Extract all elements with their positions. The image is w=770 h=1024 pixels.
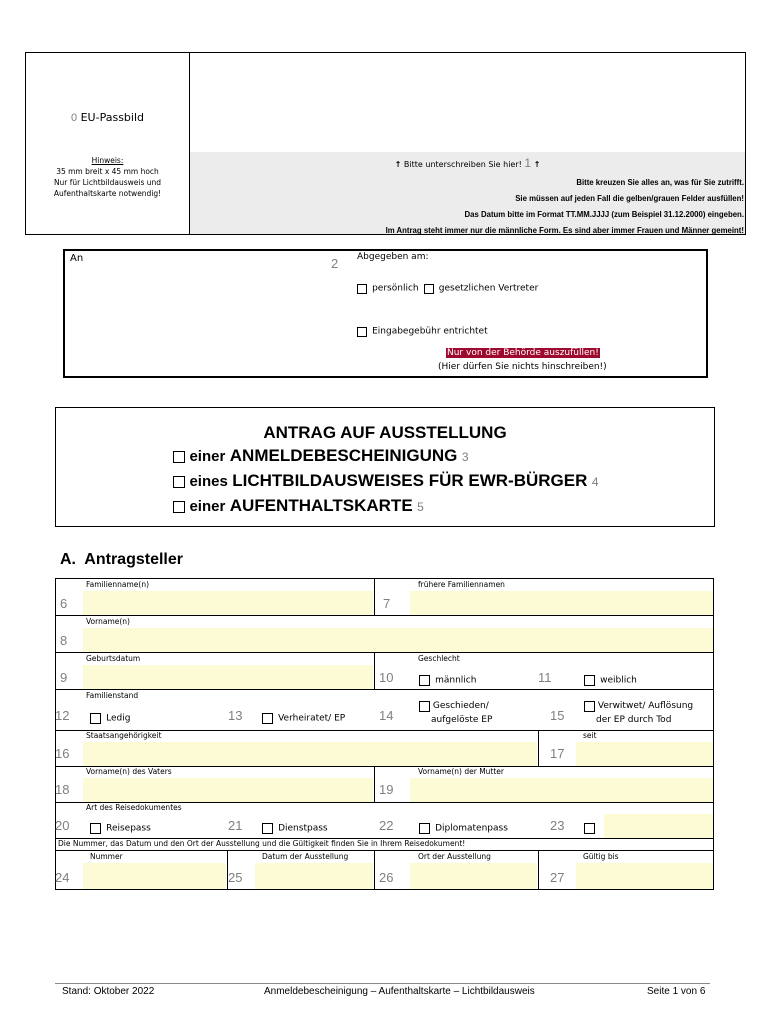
vorname-label: Vorname(n)	[86, 617, 130, 626]
document-hint: Die Nummer, das Datum und den Ort der Ausstellung und die Gültigkeit finden Sie in Ihrem Reisedokument!	[58, 839, 466, 848]
authority-box	[63, 249, 708, 378]
option-prefix: einer	[189, 498, 226, 515]
reisedokument-label: Art des Reisedokumentes	[86, 803, 182, 812]
option-prefix: einer	[189, 448, 226, 465]
option-label: AUFENTHALTSKARTE	[229, 496, 413, 515]
cell-divider	[538, 850, 539, 890]
dienstpass-number: 21	[228, 818, 243, 833]
cell-divider	[374, 850, 375, 890]
geschieden-label: Geschieden/	[432, 701, 489, 711]
application-options	[173, 444, 599, 519]
footer-center: Anmeldebescheinigung – Aufenthaltskarte – Lichtbildausweis	[264, 986, 535, 997]
other-document-input[interactable]	[604, 814, 713, 838]
cell-divider	[374, 652, 375, 689]
option-label: ANMELDEBESCHEINIGUNG	[229, 446, 458, 465]
photo-hint-line: Aufenthaltskarte notwendig!	[53, 189, 162, 198]
other-document-checkbox[interactable]	[584, 823, 595, 834]
gueltig-bis-input[interactable]	[576, 863, 713, 889]
option-number: 3	[461, 450, 469, 464]
staatsangehoerigkeit-input[interactable]	[83, 742, 537, 766]
authority-subnote: (Hier dürfen Sie nichts hinschreiben!)	[438, 362, 607, 372]
diplomatenpass-label: Diplomatenpass	[435, 823, 508, 834]
familienstand-label: Familienstand	[86, 691, 139, 700]
ledig-option	[90, 708, 130, 727]
ledig-checkbox[interactable]	[90, 713, 101, 724]
maennlich-number: 10	[379, 670, 394, 685]
verwitwet-label: Verwitwet/ Auflösung	[597, 701, 694, 711]
cell-divider	[374, 766, 375, 802]
ledig-label: Ledig	[106, 713, 131, 724]
verwitwet-checkbox[interactable]	[584, 701, 595, 712]
seit-number: 17	[550, 746, 565, 761]
dienstpass-option	[262, 818, 328, 837]
datum-ausstellung-number: 25	[228, 870, 243, 885]
familienname-number: 6	[60, 596, 68, 611]
arrow-up-icon: ↑	[533, 160, 541, 169]
mutter-input[interactable]	[410, 778, 713, 802]
verwitwet-label-2: der EP durch Tod	[596, 715, 672, 725]
gebuehr-checkbox[interactable]	[357, 327, 367, 337]
weiblich-checkbox[interactable]	[584, 675, 595, 686]
vater-label: Vorname(n) des Vaters	[86, 767, 172, 776]
option-number: 5	[417, 500, 424, 514]
row-divider	[55, 689, 714, 690]
vorname-input[interactable]	[83, 628, 713, 652]
vater-input[interactable]	[83, 778, 373, 802]
footer-right: Seite 1 von 6	[647, 986, 706, 997]
photo-hint-title: Hinweis:	[91, 156, 124, 165]
weiblich-label: weiblich	[600, 675, 637, 686]
arrow-up-icon: ↑	[394, 160, 402, 169]
option-anmeldebescheinigung	[173, 444, 599, 469]
geschieden-checkbox[interactable]	[419, 701, 430, 712]
cell-divider	[374, 578, 375, 615]
option-prefix: eines	[189, 473, 228, 490]
sign-prompt	[190, 156, 745, 170]
ort-ausstellung-label: Ort der Ausstellung	[418, 852, 491, 861]
delivery-options	[357, 278, 538, 297]
verheiratet-number: 13	[228, 708, 243, 723]
persoenlich-label: persönlich	[372, 283, 419, 294]
diplomatenpass-number: 22	[379, 818, 394, 833]
fruehere-namen-label: frühere Familiennamen	[418, 580, 505, 589]
aufenthaltskarte-checkbox[interactable]	[173, 501, 185, 513]
gueltig-bis-label: Gültig bis	[583, 852, 619, 861]
authority-note: Nur von der Behörde auszufüllen!	[447, 348, 599, 358]
gueltig-bis-number: 27	[550, 870, 565, 885]
gebuehr-label: Eingabegebühr entrichtet	[372, 326, 488, 337]
verheiratet-label: Verheiratet/ EP	[278, 713, 346, 724]
instruction-line: Sie müssen auf jeden Fall die gelben/grauen Felder ausfüllen!	[515, 194, 744, 203]
geschlecht-label: Geschlecht	[418, 654, 460, 663]
instructions	[144, 175, 744, 239]
nummer-input[interactable]	[83, 863, 226, 889]
geschieden-number: 14	[379, 708, 394, 723]
option-label: LICHTBILDAUSWEISES FÜR EWR-BÜRGER	[232, 471, 588, 490]
instruction-line: Das Datum bitte im Format TT.MM.JJJJ (zum Beispiel 31.12.2000) eingeben.	[464, 210, 744, 219]
fruehere-namen-number: 7	[383, 596, 391, 611]
vater-number: 18	[55, 782, 70, 797]
geburtsdatum-input[interactable]	[83, 665, 373, 689]
geschieden-option	[419, 700, 492, 727]
geburtsdatum-label: Geburtsdatum	[86, 654, 141, 663]
mutter-label: Vorname(n) der Mutter	[418, 767, 504, 776]
reisepass-label: Reisepass	[106, 823, 151, 834]
datum-ausstellung-input[interactable]	[255, 863, 373, 889]
option-aufenthaltskarte	[173, 494, 599, 519]
option-number: 4	[591, 475, 599, 489]
gebuehr-option	[357, 321, 488, 340]
section-a-heading: A. Antragsteller	[60, 551, 183, 568]
verwitwet-option	[584, 700, 693, 727]
maennlich-option	[419, 670, 476, 689]
ort-ausstellung-input[interactable]	[410, 863, 537, 889]
diplomatenpass-option	[419, 818, 508, 837]
datum-ausstellung-label: Datum der Ausstellung	[262, 852, 349, 861]
verheiratet-option	[262, 708, 345, 727]
maennlich-label: männlich	[435, 675, 477, 686]
cell-divider	[538, 730, 539, 766]
photo-title	[26, 111, 189, 124]
geburtsdatum-number: 9	[60, 670, 68, 685]
an-label: An	[70, 253, 84, 264]
other-document-number: 23	[550, 818, 565, 833]
ort-ausstellung-number: 26	[379, 870, 394, 885]
photo-hint-line: 35 mm breit x 45 mm hoch	[56, 167, 159, 176]
instruction-line: Bitte kreuzen Sie alles an, was für Sie zutrifft.	[576, 178, 744, 187]
seit-input[interactable]	[576, 742, 713, 766]
fruehere-namen-input[interactable]	[410, 591, 713, 615]
photo-number: 0	[70, 112, 78, 124]
dienstpass-label: Dienstpass	[278, 823, 328, 834]
row-divider	[55, 615, 714, 616]
reisepass-option	[90, 818, 151, 837]
option-lichtbildausweis	[173, 469, 599, 494]
authority-number: 2	[331, 256, 339, 271]
weiblich-option	[584, 670, 637, 689]
verwitwet-number: 15	[550, 708, 565, 723]
seit-label: seit	[583, 731, 597, 740]
sign-number: 1	[524, 156, 532, 170]
familienname-label: Familienname(n)	[86, 580, 150, 589]
ledig-number: 12	[55, 708, 70, 723]
diplomatenpass-checkbox[interactable]	[419, 823, 430, 834]
row-divider	[55, 850, 714, 851]
row-divider	[55, 652, 714, 653]
photo-label: EU-Passbild	[80, 111, 144, 124]
mutter-number: 19	[379, 782, 394, 797]
lichtbildausweis-checkbox[interactable]	[173, 476, 185, 488]
geschieden-label-2: aufgelöste EP	[431, 715, 493, 725]
vertreter-label: gesetzlichen Vertreter	[438, 283, 539, 294]
abgegeben-label: Abgegeben am:	[357, 252, 429, 262]
footer-divider	[55, 983, 710, 984]
instruction-line: Im Antrag steht immer nur die männliche Form. Es sind aber immer Frauen und Männer gemeint!	[385, 226, 744, 235]
nummer-label: Nummer	[90, 852, 123, 861]
verheiratet-checkbox[interactable]	[262, 713, 273, 724]
familienname-input[interactable]	[83, 591, 373, 615]
maennlich-checkbox[interactable]	[419, 675, 430, 686]
anmeldebescheinigung-checkbox[interactable]	[173, 451, 185, 463]
other-document-option	[584, 818, 595, 837]
dienstpass-checkbox[interactable]	[262, 823, 273, 834]
footer-left: Stand: Oktober 2022	[62, 986, 155, 997]
vorname-number: 8	[60, 633, 68, 648]
sign-prompt-text: Bitte unterschreiben Sie hier!	[403, 160, 522, 169]
weiblich-number: 11	[538, 670, 552, 685]
persoenlich-checkbox[interactable]	[357, 284, 367, 294]
reisepass-number: 20	[55, 818, 70, 833]
application-heading: ANTRAG AUF AUSSTELLUNG	[263, 423, 507, 442]
nummer-number: 24	[55, 870, 70, 885]
photo-hint-line: Nur für Lichtbildausweis und	[53, 178, 162, 187]
reisepass-checkbox[interactable]	[90, 823, 101, 834]
vertreter-checkbox[interactable]	[424, 284, 434, 294]
staatsangehoerigkeit-number: 16	[55, 746, 70, 761]
staatsangehoerigkeit-label: Staatsangehörigkeit	[86, 731, 162, 740]
